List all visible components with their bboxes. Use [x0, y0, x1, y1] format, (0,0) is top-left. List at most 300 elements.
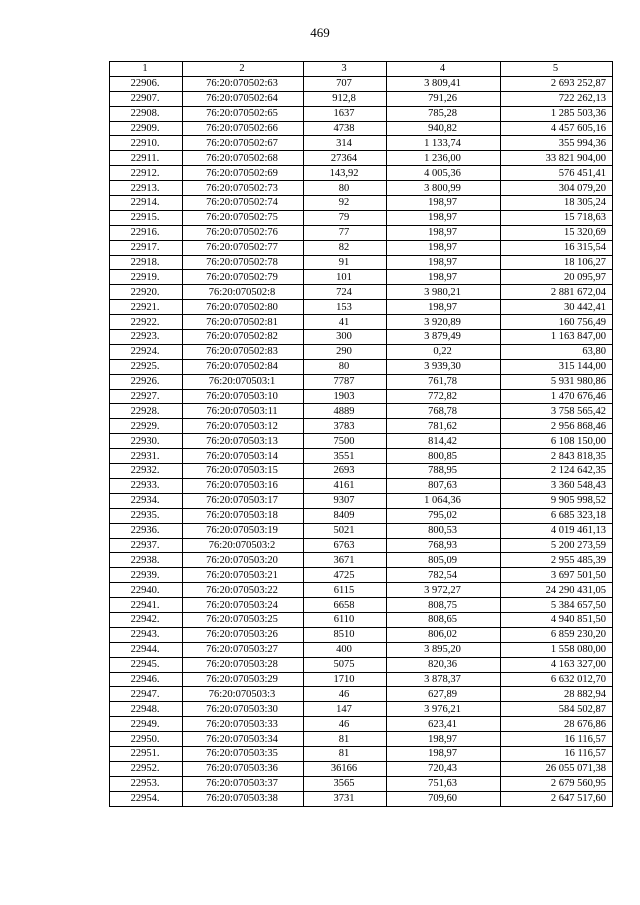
- rate-cell: 3 895,20: [387, 642, 501, 657]
- value-cell: 2 124 642,35: [501, 464, 613, 479]
- value-cell: 6 632 012,70: [501, 672, 613, 687]
- area-cell: 6763: [304, 538, 387, 553]
- table-row: [110, 508, 613, 523]
- row-number-cell: 22934.: [110, 493, 183, 508]
- area-cell: 5075: [304, 657, 387, 672]
- value-cell: 3 360 548,43: [501, 478, 613, 493]
- cadastral-number-cell: 76:20:070502:73: [183, 181, 304, 196]
- cadastral-number-cell: 76:20:070503:21: [183, 568, 304, 583]
- area-cell: 46: [304, 717, 387, 732]
- table-row: [110, 702, 613, 717]
- value-cell: 5 931 980,86: [501, 374, 613, 389]
- value-cell: 4 163 327,00: [501, 657, 613, 672]
- row-number-cell: 22909.: [110, 121, 183, 136]
- area-cell: 4161: [304, 478, 387, 493]
- cadastral-number-cell: 76:20:070503:24: [183, 598, 304, 613]
- table-row: [110, 538, 613, 553]
- area-cell: 9307: [304, 493, 387, 508]
- rate-cell: 198,97: [387, 225, 501, 240]
- area-cell: 4738: [304, 121, 387, 136]
- row-number-cell: 22919.: [110, 270, 183, 285]
- cadastral-number-cell: 76:20:070503:37: [183, 776, 304, 791]
- table-row: [110, 598, 613, 613]
- rate-cell: 814,42: [387, 434, 501, 449]
- rate-cell: 720,43: [387, 761, 501, 776]
- table-row: [110, 136, 613, 151]
- row-number-cell: 22935.: [110, 508, 183, 523]
- table-row: [110, 181, 613, 196]
- rate-cell: 806,02: [387, 627, 501, 642]
- rate-cell: 198,97: [387, 732, 501, 747]
- rate-cell: 768,93: [387, 538, 501, 553]
- row-number-cell: 22913.: [110, 181, 183, 196]
- area-cell: 1710: [304, 672, 387, 687]
- cadastral-number-cell: 76:20:070503:34: [183, 732, 304, 747]
- cadastral-number-cell: 76:20:070503:14: [183, 449, 304, 464]
- area-cell: 4889: [304, 404, 387, 419]
- row-number-cell: 22933.: [110, 478, 183, 493]
- cadastral-number-cell: 76:20:070502:64: [183, 91, 304, 106]
- cadastral-number-cell: 76:20:070503:2: [183, 538, 304, 553]
- table-row: [110, 523, 613, 538]
- table-row: [110, 746, 613, 761]
- row-number-cell: 22911.: [110, 151, 183, 166]
- cadastral-number-cell: 76:20:070503:28: [183, 657, 304, 672]
- value-cell: 2 955 485,39: [501, 553, 613, 568]
- rate-cell: 3 980,21: [387, 285, 501, 300]
- table-row: [110, 672, 613, 687]
- area-cell: 147: [304, 702, 387, 717]
- rate-cell: 709,60: [387, 791, 501, 806]
- table-row: [110, 404, 613, 419]
- value-cell: 160 756,49: [501, 315, 613, 330]
- table-row: [110, 761, 613, 776]
- cadastral-number-cell: 76:20:070502:79: [183, 270, 304, 285]
- rate-cell: 3 976,21: [387, 702, 501, 717]
- row-number-cell: 22954.: [110, 791, 183, 806]
- table-row: [110, 76, 613, 91]
- value-cell: 33 821 904,00: [501, 151, 613, 166]
- area-cell: 3551: [304, 449, 387, 464]
- row-number-cell: 22947.: [110, 687, 183, 702]
- area-cell: 81: [304, 746, 387, 761]
- rate-cell: 788,95: [387, 464, 501, 479]
- table-row: [110, 374, 613, 389]
- area-cell: 79: [304, 210, 387, 225]
- table-row: [110, 449, 613, 464]
- cadastral-number-cell: 76:20:070502:80: [183, 300, 304, 315]
- cadastral-number-cell: 76:20:070503:17: [183, 493, 304, 508]
- rate-cell: 3 879,49: [387, 330, 501, 345]
- row-number-cell: 22926.: [110, 374, 183, 389]
- table-row: [110, 225, 613, 240]
- row-number-cell: 22924.: [110, 344, 183, 359]
- row-number-cell: 22950.: [110, 732, 183, 747]
- table-row: [110, 270, 613, 285]
- area-cell: 6110: [304, 612, 387, 627]
- cadastral-number-cell: 76:20:070503:16: [183, 478, 304, 493]
- cadastral-number-cell: 76:20:070503:1: [183, 374, 304, 389]
- rate-cell: 761,78: [387, 374, 501, 389]
- cadastral-number-cell: 76:20:070502:77: [183, 240, 304, 255]
- rate-cell: 198,97: [387, 210, 501, 225]
- table-row: [110, 642, 613, 657]
- table-row: [110, 210, 613, 225]
- table-row: [110, 106, 613, 121]
- value-cell: 28 882,94: [501, 687, 613, 702]
- cadastral-number-cell: 76:20:070503:22: [183, 583, 304, 598]
- value-cell: 30 442,41: [501, 300, 613, 315]
- value-cell: 584 502,87: [501, 702, 613, 717]
- value-cell: 576 451,41: [501, 166, 613, 181]
- rate-cell: 805,09: [387, 553, 501, 568]
- area-cell: 82: [304, 240, 387, 255]
- area-cell: 912,8: [304, 91, 387, 106]
- row-number-cell: 22916.: [110, 225, 183, 240]
- rate-cell: 3 878,37: [387, 672, 501, 687]
- row-number-cell: 22952.: [110, 761, 183, 776]
- rate-cell: 1 236,00: [387, 151, 501, 166]
- row-number-cell: 22921.: [110, 300, 183, 315]
- cadastral-number-cell: 76:20:070502:67: [183, 136, 304, 151]
- value-cell: 315 144,00: [501, 359, 613, 374]
- area-cell: 153: [304, 300, 387, 315]
- cadastral-number-cell: 76:20:070502:82: [183, 330, 304, 345]
- table-row: [110, 344, 613, 359]
- row-number-cell: 22945.: [110, 657, 183, 672]
- column-header-1: 1: [110, 62, 183, 77]
- area-cell: 4725: [304, 568, 387, 583]
- table-body: [110, 76, 613, 806]
- table-row: [110, 732, 613, 747]
- row-number-cell: 22923.: [110, 330, 183, 345]
- cadastral-number-cell: 76:20:070503:33: [183, 717, 304, 732]
- area-cell: 77: [304, 225, 387, 240]
- column-header-5: 5: [501, 62, 613, 77]
- value-cell: 18 106,27: [501, 255, 613, 270]
- cadastral-number-cell: 76:20:070503:19: [183, 523, 304, 538]
- rate-cell: 768,78: [387, 404, 501, 419]
- table-row: [110, 166, 613, 181]
- table-row: [110, 91, 613, 106]
- area-cell: 8510: [304, 627, 387, 642]
- row-number-cell: 22930.: [110, 434, 183, 449]
- table-row: [110, 434, 613, 449]
- table-row: [110, 255, 613, 270]
- cadastral-number-cell: 76:20:070502:76: [183, 225, 304, 240]
- cadastral-number-cell: 76:20:070502:78: [183, 255, 304, 270]
- value-cell: 2 881 672,04: [501, 285, 613, 300]
- table-row: [110, 315, 613, 330]
- value-cell: 9 905 998,52: [501, 493, 613, 508]
- area-cell: 400: [304, 642, 387, 657]
- area-cell: 36166: [304, 761, 387, 776]
- row-number-cell: 22942.: [110, 612, 183, 627]
- column-header-4: 4: [387, 62, 501, 77]
- area-cell: 143,92: [304, 166, 387, 181]
- table-row: [110, 553, 613, 568]
- column-header-2: 2: [183, 62, 304, 77]
- rate-cell: 940,82: [387, 121, 501, 136]
- value-cell: 304 079,20: [501, 181, 613, 196]
- rate-cell: 808,65: [387, 612, 501, 627]
- area-cell: 91: [304, 255, 387, 270]
- rate-cell: 820,36: [387, 657, 501, 672]
- rate-cell: 800,85: [387, 449, 501, 464]
- rate-cell: 1 064,36: [387, 493, 501, 508]
- row-number-cell: 22906.: [110, 76, 183, 91]
- rate-cell: 3 800,99: [387, 181, 501, 196]
- value-cell: 1 163 847,00: [501, 330, 613, 345]
- rate-cell: 782,54: [387, 568, 501, 583]
- value-cell: 3 697 501,50: [501, 568, 613, 583]
- cadastral-number-cell: 76:20:070503:13: [183, 434, 304, 449]
- area-cell: 27364: [304, 151, 387, 166]
- rate-cell: 198,97: [387, 255, 501, 270]
- rate-cell: 807,63: [387, 478, 501, 493]
- value-cell: 28 676,86: [501, 717, 613, 732]
- area-cell: 3565: [304, 776, 387, 791]
- table-row: [110, 300, 613, 315]
- area-cell: 1637: [304, 106, 387, 121]
- value-cell: 6 859 230,20: [501, 627, 613, 642]
- table-row: [110, 493, 613, 508]
- row-number-cell: 22914.: [110, 196, 183, 211]
- rate-cell: 627,89: [387, 687, 501, 702]
- row-number-cell: 22917.: [110, 240, 183, 255]
- row-number-cell: 22943.: [110, 627, 183, 642]
- row-number-cell: 22922.: [110, 315, 183, 330]
- value-cell: 4 019 461,13: [501, 523, 613, 538]
- table-row: [110, 717, 613, 732]
- value-cell: 2 679 560,95: [501, 776, 613, 791]
- cadastral-number-cell: 76:20:070502:81: [183, 315, 304, 330]
- rate-cell: 3 920,89: [387, 315, 501, 330]
- area-cell: 1903: [304, 389, 387, 404]
- cadastral-number-cell: 76:20:070503:15: [183, 464, 304, 479]
- row-number-cell: 22918.: [110, 255, 183, 270]
- area-cell: 724: [304, 285, 387, 300]
- value-cell: 16 116,57: [501, 732, 613, 747]
- row-number-cell: 22944.: [110, 642, 183, 657]
- cadastral-number-cell: 76:20:070502:69: [183, 166, 304, 181]
- row-number-cell: 22940.: [110, 583, 183, 598]
- table-row: [110, 196, 613, 211]
- column-header-3: 3: [304, 62, 387, 77]
- rate-cell: 198,97: [387, 196, 501, 211]
- row-number-cell: 22936.: [110, 523, 183, 538]
- row-number-cell: 22937.: [110, 538, 183, 553]
- table-row: [110, 627, 613, 642]
- table-row: [110, 583, 613, 598]
- value-cell: 15 718,63: [501, 210, 613, 225]
- area-cell: 5021: [304, 523, 387, 538]
- value-cell: 1 470 676,46: [501, 389, 613, 404]
- table-row: [110, 478, 613, 493]
- cadastral-number-cell: 76:20:070503:30: [183, 702, 304, 717]
- table-row: [110, 285, 613, 300]
- row-number-cell: 22929.: [110, 419, 183, 434]
- rate-cell: 198,97: [387, 300, 501, 315]
- cadastral-number-cell: 76:20:070503:38: [183, 791, 304, 806]
- value-cell: 63,80: [501, 344, 613, 359]
- cadastral-number-cell: 76:20:070503:25: [183, 612, 304, 627]
- rate-cell: 4 005,36: [387, 166, 501, 181]
- value-cell: 18 305,24: [501, 196, 613, 211]
- row-number-cell: 22946.: [110, 672, 183, 687]
- area-cell: 101: [304, 270, 387, 285]
- rate-cell: 3 972,27: [387, 583, 501, 598]
- row-number-cell: 22938.: [110, 553, 183, 568]
- cadastral-number-cell: 76:20:070502:68: [183, 151, 304, 166]
- cadastral-number-cell: 76:20:070502:63: [183, 76, 304, 91]
- rate-cell: 772,82: [387, 389, 501, 404]
- table-row: [110, 657, 613, 672]
- cadastral-number-cell: 76:20:070503:10: [183, 389, 304, 404]
- value-cell: 1 558 080,00: [501, 642, 613, 657]
- value-cell: 4 940 851,50: [501, 612, 613, 627]
- cadastral-number-cell: 76:20:070502:65: [183, 106, 304, 121]
- area-cell: 290: [304, 344, 387, 359]
- rate-cell: 0,22: [387, 344, 501, 359]
- cadastral-number-cell: 76:20:070503:18: [183, 508, 304, 523]
- table-row: [110, 612, 613, 627]
- row-number-cell: 22910.: [110, 136, 183, 151]
- value-cell: 6 108 150,00: [501, 434, 613, 449]
- row-number-cell: 22925.: [110, 359, 183, 374]
- value-cell: 24 290 431,05: [501, 583, 613, 598]
- area-cell: 8409: [304, 508, 387, 523]
- cadastral-number-cell: 76:20:070503:26: [183, 627, 304, 642]
- row-number-cell: 22908.: [110, 106, 183, 121]
- row-number-cell: 22931.: [110, 449, 183, 464]
- cadastral-number-cell: 76:20:070502:84: [183, 359, 304, 374]
- row-number-cell: 22953.: [110, 776, 183, 791]
- row-number-cell: 22939.: [110, 568, 183, 583]
- rate-cell: 198,97: [387, 270, 501, 285]
- table-row: [110, 464, 613, 479]
- table-row: [110, 121, 613, 136]
- area-cell: 41: [304, 315, 387, 330]
- area-cell: 7787: [304, 374, 387, 389]
- cadastral-number-cell: 76:20:070502:74: [183, 196, 304, 211]
- rate-cell: 198,97: [387, 746, 501, 761]
- value-cell: 16 315,54: [501, 240, 613, 255]
- table-row: [110, 389, 613, 404]
- table-row: [110, 151, 613, 166]
- cadastral-number-cell: 76:20:070502:83: [183, 344, 304, 359]
- value-cell: 2 647 517,60: [501, 791, 613, 806]
- row-number-cell: 22928.: [110, 404, 183, 419]
- rate-cell: 623,41: [387, 717, 501, 732]
- table-row: [110, 330, 613, 345]
- rate-cell: 800,53: [387, 523, 501, 538]
- area-cell: 80: [304, 181, 387, 196]
- rate-cell: 751,63: [387, 776, 501, 791]
- area-cell: 3783: [304, 419, 387, 434]
- area-cell: 707: [304, 76, 387, 91]
- rate-cell: 808,75: [387, 598, 501, 613]
- row-number-cell: 22907.: [110, 91, 183, 106]
- row-number-cell: 22951.: [110, 746, 183, 761]
- cadastral-number-cell: 76:20:070503:29: [183, 672, 304, 687]
- value-cell: 2 693 252,87: [501, 76, 613, 91]
- area-cell: 2693: [304, 464, 387, 479]
- value-cell: 355 994,36: [501, 136, 613, 151]
- cadastral-number-cell: 76:20:070502:75: [183, 210, 304, 225]
- area-cell: 6658: [304, 598, 387, 613]
- row-number-cell: 22915.: [110, 210, 183, 225]
- cadastral-number-cell: 76:20:070502:8: [183, 285, 304, 300]
- value-cell: 16 116,57: [501, 746, 613, 761]
- table-row: [110, 419, 613, 434]
- area-cell: 92: [304, 196, 387, 211]
- table-row: [110, 240, 613, 255]
- value-cell: 5 200 273,59: [501, 538, 613, 553]
- value-cell: 4 457 605,16: [501, 121, 613, 136]
- rate-cell: 795,02: [387, 508, 501, 523]
- row-number-cell: 22912.: [110, 166, 183, 181]
- cadastral-number-cell: 76:20:070503:20: [183, 553, 304, 568]
- area-cell: 6115: [304, 583, 387, 598]
- area-cell: 314: [304, 136, 387, 151]
- rate-cell: 198,97: [387, 240, 501, 255]
- cadastral-number-cell: 76:20:070503:3: [183, 687, 304, 702]
- value-cell: 20 095,97: [501, 270, 613, 285]
- value-cell: 2 843 818,35: [501, 449, 613, 464]
- value-cell: 26 055 071,38: [501, 761, 613, 776]
- area-cell: 300: [304, 330, 387, 345]
- cadastral-number-cell: 76:20:070502:66: [183, 121, 304, 136]
- row-number-cell: 22948.: [110, 702, 183, 717]
- cadastral-number-cell: 76:20:070503:27: [183, 642, 304, 657]
- table-row: [110, 687, 613, 702]
- row-number-cell: 22932.: [110, 464, 183, 479]
- value-cell: 1 285 503,36: [501, 106, 613, 121]
- rate-cell: 781,62: [387, 419, 501, 434]
- rate-cell: 3 809,41: [387, 76, 501, 91]
- area-cell: 46: [304, 687, 387, 702]
- cadastral-table: [109, 61, 613, 807]
- area-cell: 3671: [304, 553, 387, 568]
- row-number-cell: 22927.: [110, 389, 183, 404]
- page-number: 469: [310, 25, 330, 40]
- table-row: [110, 568, 613, 583]
- cadastral-number-cell: 76:20:070503:36: [183, 761, 304, 776]
- table-header: [110, 62, 613, 77]
- row-number-cell: 22941.: [110, 598, 183, 613]
- cadastral-number-cell: 76:20:070503:12: [183, 419, 304, 434]
- table-row: [110, 359, 613, 374]
- rate-cell: 3 939,30: [387, 359, 501, 374]
- table-row: [110, 791, 613, 806]
- rate-cell: 1 133,74: [387, 136, 501, 151]
- row-number-cell: 22949.: [110, 717, 183, 732]
- value-cell: 5 384 657,50: [501, 598, 613, 613]
- cadastral-number-cell: 76:20:070503:35: [183, 746, 304, 761]
- value-cell: 6 685 323,18: [501, 508, 613, 523]
- area-cell: 80: [304, 359, 387, 374]
- area-cell: 7500: [304, 434, 387, 449]
- value-cell: 2 956 868,46: [501, 419, 613, 434]
- rate-cell: 791,26: [387, 91, 501, 106]
- value-cell: 722 262,13: [501, 91, 613, 106]
- value-cell: 3 758 565,42: [501, 404, 613, 419]
- header-row: [110, 62, 613, 77]
- area-cell: 81: [304, 732, 387, 747]
- value-cell: 15 320,69: [501, 225, 613, 240]
- table-row: [110, 776, 613, 791]
